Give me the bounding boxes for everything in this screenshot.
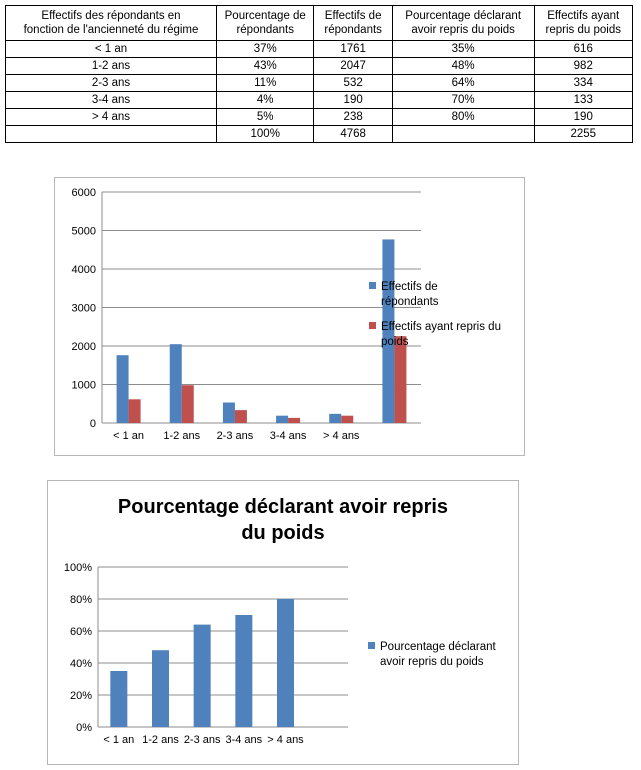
table-row xyxy=(6,92,633,109)
pourcentage-chart-svg xyxy=(48,481,518,764)
y-tick-label: 0 xyxy=(89,418,96,430)
bar xyxy=(277,599,294,727)
table-cell: 5% xyxy=(217,109,314,126)
bar xyxy=(329,414,341,423)
bar xyxy=(341,416,353,423)
table-cell: 3-4 ans xyxy=(6,92,217,109)
legend-swatch xyxy=(368,642,375,649)
x-tick-label: 1-2 ans xyxy=(163,430,201,442)
y-tick-label: 20% xyxy=(69,690,92,702)
table-cell xyxy=(392,126,534,143)
bar xyxy=(288,418,300,423)
table-cell: 190 xyxy=(534,109,633,126)
legend-label: Effectifs de xyxy=(381,281,438,293)
legend-label: poids xyxy=(381,336,409,348)
header-effectifs-repris: Effectifs ayant repris du poids xyxy=(534,6,633,41)
table-cell: 190 xyxy=(314,92,392,109)
x-tick-label: < 1 an xyxy=(113,430,145,442)
x-tick-label: 1-2 ans xyxy=(142,734,179,746)
legend-label: Effectifs ayant repris du xyxy=(381,321,501,333)
legend-label: Pourcentage déclarant xyxy=(380,641,496,653)
table-row xyxy=(6,58,633,75)
table-cell: 80% xyxy=(392,109,534,126)
bar xyxy=(182,385,194,423)
table-cell: < 1 an xyxy=(6,41,217,58)
table-cell: 2255 xyxy=(534,126,633,143)
table-cell: 1-2 ans xyxy=(6,58,217,75)
table-header-row xyxy=(6,6,633,41)
bar xyxy=(152,650,169,727)
legend-swatch xyxy=(369,322,376,329)
pourcentage-chart xyxy=(47,480,519,765)
table-cell: 48% xyxy=(392,58,534,75)
table-cell: 70% xyxy=(392,92,534,109)
table-cell: 4768 xyxy=(314,126,392,143)
y-tick-label: 5000 xyxy=(71,225,96,238)
table-cell: 2047 xyxy=(314,58,392,75)
bar xyxy=(110,671,127,727)
table-cell: 11% xyxy=(217,75,314,92)
chart-title: Pourcentage déclarant avoir repris xyxy=(117,496,449,518)
bar xyxy=(194,625,211,727)
table-row xyxy=(6,75,633,92)
table-cell: 37% xyxy=(217,41,314,58)
bar xyxy=(235,410,247,423)
table-cell: > 4 ans xyxy=(6,109,217,126)
table-cell: 616 xyxy=(534,41,633,58)
header-pourcentage-repris: Pourcentage déclarant avoir repris du poids xyxy=(392,6,534,41)
x-tick-label: 3-4 ans xyxy=(269,430,307,442)
table-cell: 1761 xyxy=(314,41,392,58)
table-cell: 238 xyxy=(314,109,392,126)
bar xyxy=(170,344,182,423)
table-cell: 100% xyxy=(217,126,314,143)
table-cell: 2-3 ans xyxy=(6,75,217,92)
bar xyxy=(223,403,235,423)
y-tick-label: 0% xyxy=(76,722,92,734)
x-tick-label: 2-3 ans xyxy=(183,734,221,746)
bar xyxy=(117,355,129,423)
legend-label: répondants xyxy=(381,296,439,308)
header-pourcentage-repondants: Pourcentage de répondants xyxy=(217,6,314,41)
table-cell xyxy=(6,126,217,143)
table-cell: 532 xyxy=(314,75,392,92)
data-table xyxy=(5,5,633,143)
table-cell: 64% xyxy=(392,75,534,92)
bar xyxy=(235,615,252,727)
bar xyxy=(394,336,406,423)
y-tick-label: 4000 xyxy=(71,264,96,276)
table-cell: 35% xyxy=(392,41,534,58)
effectifs-chart xyxy=(54,177,525,456)
table-row xyxy=(6,41,633,58)
y-tick-label: 2000 xyxy=(71,341,96,353)
table-cell: 43% xyxy=(217,58,314,75)
y-tick-label: 80% xyxy=(69,594,92,606)
x-tick-label: 2-3 ans xyxy=(216,430,254,442)
legend-swatch xyxy=(369,282,376,289)
table-cell: 334 xyxy=(534,75,633,92)
y-tick-label: 1000 xyxy=(71,379,96,392)
bar xyxy=(129,399,141,423)
table-cell: 4% xyxy=(217,92,314,109)
y-tick-label: 100% xyxy=(63,562,92,574)
legend-label: avoir repris du poids xyxy=(380,656,484,668)
table-cell: 133 xyxy=(534,92,633,109)
effectifs-chart-svg xyxy=(55,178,524,455)
x-tick-label: 3-4 ans xyxy=(225,734,263,746)
table-row xyxy=(6,109,633,126)
x-tick-label: > 4 ans xyxy=(267,734,304,746)
table-total-row xyxy=(6,126,633,143)
x-tick-label: > 4 ans xyxy=(323,430,360,442)
bar xyxy=(276,416,288,423)
y-tick-label: 60% xyxy=(69,626,92,638)
x-tick-label: < 1 an xyxy=(103,734,135,746)
header-anciennete: Effectifs des répondants en fonction de l'ancienneté du régime xyxy=(6,6,217,41)
y-tick-label: 40% xyxy=(69,658,92,670)
y-tick-label: 6000 xyxy=(71,187,96,199)
header-effectifs-repondants: Effectifs de répondants xyxy=(314,6,392,41)
table-cell: 982 xyxy=(534,58,633,75)
chart-title: du poids xyxy=(241,522,325,544)
y-tick-label: 3000 xyxy=(71,302,96,315)
